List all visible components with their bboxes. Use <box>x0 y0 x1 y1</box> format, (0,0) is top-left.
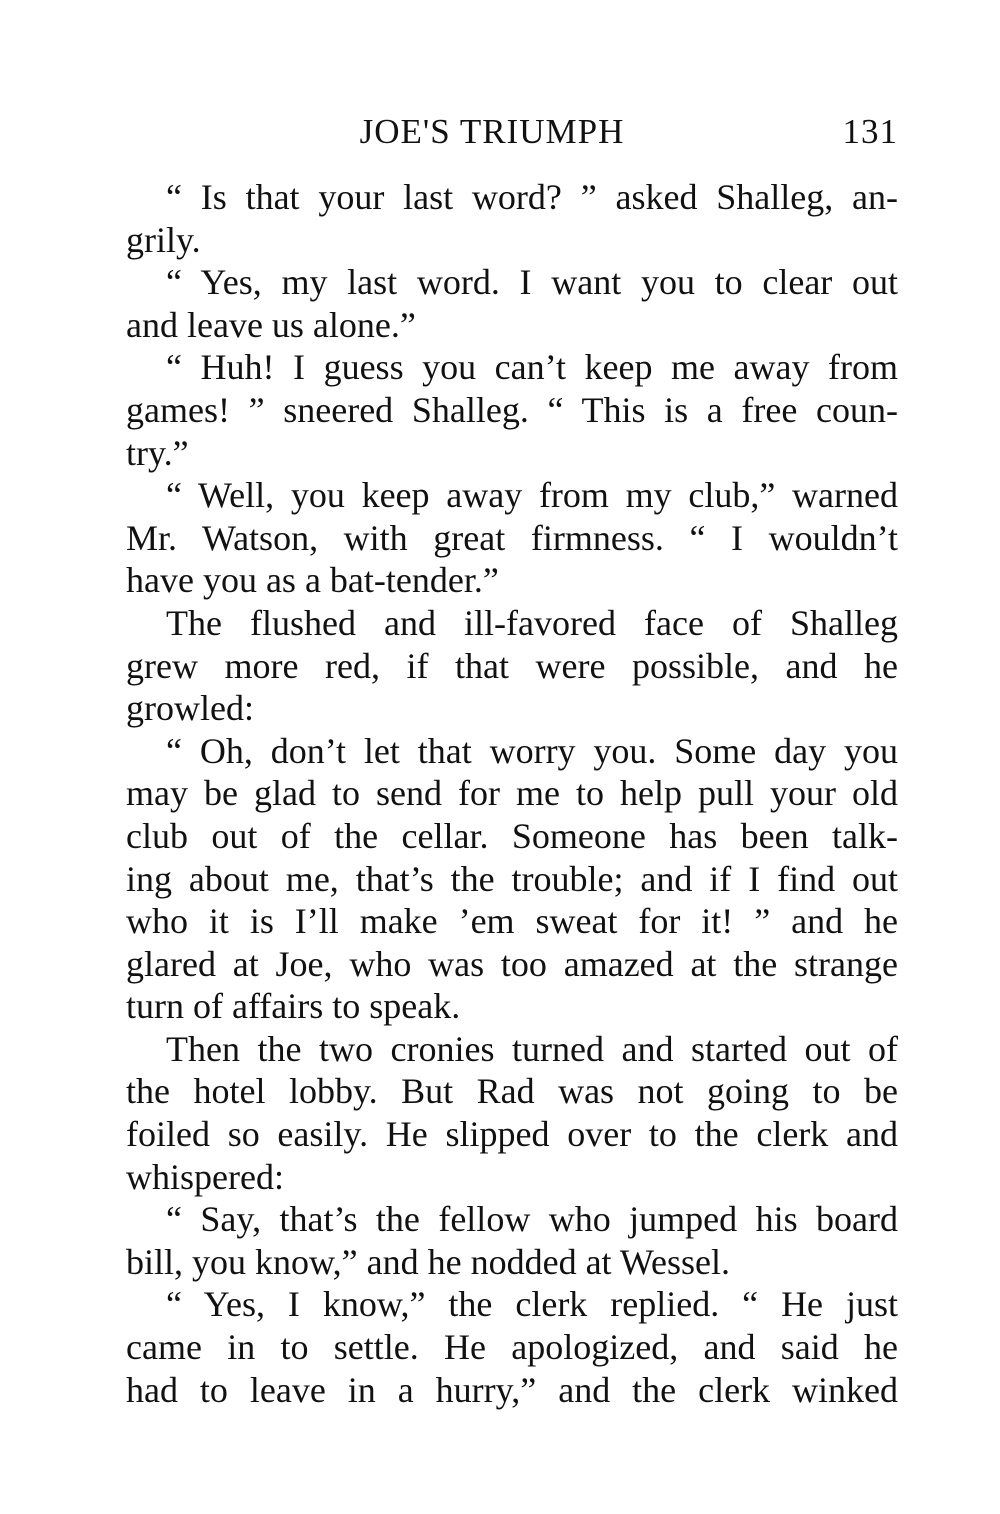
text-line: have you as a bat-tender.” <box>126 560 499 601</box>
text-line: club out of the cellar. Someone has been talk- <box>126 815 898 856</box>
text-line: foiled so easily. He slipped over to the clerk and <box>126 1114 898 1155</box>
text-line: turn of affairs to speak. <box>126 986 461 1027</box>
text-line: “ Huh! I guess you can’t keep me away from <box>166 347 898 388</box>
text-line: and leave us alone.” <box>126 304 416 345</box>
text-line: Mr. Watson, with great firmness. “ I wouldn’t <box>126 517 898 558</box>
text-line: the hotel lobby. But Rad was not going to be <box>126 1071 898 1112</box>
running-head <box>126 110 898 154</box>
text-line: growled: <box>126 688 254 729</box>
body-text <box>126 176 898 1411</box>
text-line: came in to settle. He apologized, and said he <box>126 1327 898 1368</box>
text-line: grew more red, if that were possible, and he <box>126 645 898 686</box>
text-line: “ Oh, don’t let that worry you. Some day you <box>166 730 898 771</box>
running-title: JOE'S TRIUMPH <box>359 112 625 151</box>
text-line: “ Well, you keep away from my club,” warned <box>166 475 898 516</box>
text-line: Then the two cronies turned and started out of <box>166 1028 898 1069</box>
text-line: “ Is that your last word? ” asked Shalleg, an- <box>166 177 898 217</box>
text-line: grily. <box>126 219 201 260</box>
text-line: bill, you know,” and he nodded at Wessel. <box>126 1241 730 1282</box>
page-number: 131 <box>842 112 898 151</box>
text-line: had to leave in a hurry,” and the clerk winked <box>126 1369 898 1410</box>
text-line: glared at Joe, who was too amazed at the strange <box>126 943 898 984</box>
text-line: The flushed and ill-favored face of Shalleg <box>166 602 898 643</box>
text-line: “ Yes, I know,” the clerk replied. “ He just <box>166 1284 898 1325</box>
text-line: ing about me, that’s the trouble; and if I find out <box>126 858 898 899</box>
text-line: try.” <box>126 432 189 473</box>
text-line: whispered: <box>126 1156 284 1197</box>
text-line: games! ” sneered Shalleg. “ This is a free coun- <box>126 389 898 430</box>
text-line: may be glad to send for me to help pull your old <box>126 773 898 814</box>
text-line: “ Say, that’s the fellow who jumped his board <box>166 1199 898 1240</box>
text-line: who it is I’ll make ’em sweat for it! ” and he <box>126 901 898 942</box>
text-line: “ Yes, my last word. I want you to clear out <box>166 262 898 303</box>
